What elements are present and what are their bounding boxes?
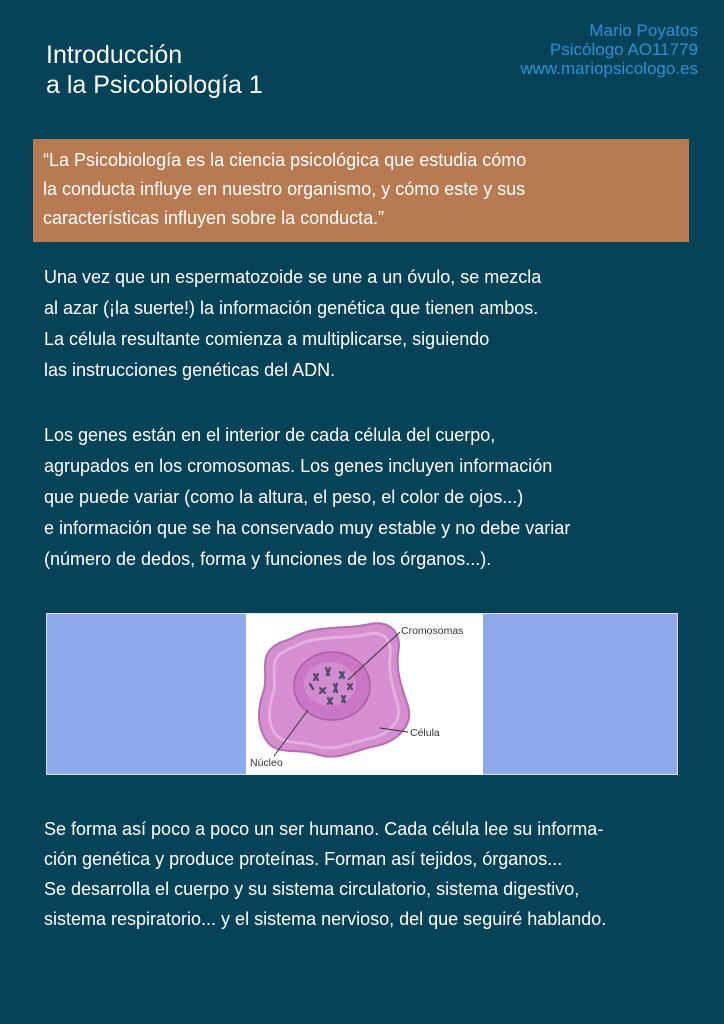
cell-diagram-svg — [246, 614, 483, 775]
quote-line: “La Psicobiología es la ciencia psicológica que estudia cómo — [43, 150, 527, 170]
title-line-2: a la Psicobiología 1 — [46, 71, 263, 99]
author-name: Mario Poyatos — [589, 21, 698, 40]
paragraph-line: (número de dedos, forma y funciones de los órganos...). — [44, 549, 492, 569]
paragraph-line: Se desarrolla el cuerpo y su sistema circulatorio, sistema digestivo, — [44, 879, 580, 899]
label-chromosomes: Cromosomas — [401, 625, 464, 637]
title-line-1: Introducción — [46, 41, 183, 69]
chromosome — [334, 684, 337, 692]
paragraph-line: La célula resultante comienza a multiplicarse, siguiendo — [44, 329, 490, 349]
label-cell: Célula — [410, 727, 440, 739]
paragraph-line: las instrucciones genéticas del ADN. — [44, 360, 336, 380]
paragraph-line: Una vez que un espermatozoide se une a un óvulo, se mezcla — [44, 267, 542, 287]
quote-line: características influyen sobre la conducta.” — [43, 208, 385, 228]
author-block — [520, 21, 698, 78]
paragraph-genes — [44, 420, 570, 575]
paragraph-line: que puede variar (como la altura, el peso, el color de ojos...) — [44, 487, 524, 507]
paragraph-development — [44, 814, 606, 934]
paragraph-line: al azar (¡la suerte!) la información genética que tienen ambos. — [44, 298, 539, 318]
paragraph-line: Se forma así poco a poco un ser humano. Cada célula lee su informa- — [44, 819, 604, 839]
quote-line: la conducta influye en nuestro organismo, y cómo este y sus — [43, 179, 526, 199]
label-nucleus: Núcleo — [250, 757, 283, 769]
paragraph-line: agrupados en los cromosomas. Los genes incluyen información — [44, 456, 553, 476]
chromosome — [348, 684, 352, 689]
paragraph-line: Los genes están en el interior de cada célula del cuerpo, — [44, 425, 496, 445]
paragraph-fertilization — [44, 262, 541, 386]
chromosome — [342, 696, 345, 702]
paragraph-line: e información que se ha conservado muy estable y no debe variar — [44, 518, 571, 538]
definition-quote-box — [33, 139, 689, 242]
cell-diagram — [246, 614, 483, 775]
author-website: www.mariopsicologo.es — [520, 59, 698, 78]
page-title — [46, 40, 263, 100]
paragraph-line: ción genética y produce proteínas. Forman así tejidos, órganos... — [44, 849, 563, 869]
author-role: Psicólogo AO11779 — [549, 40, 698, 59]
paragraph-line: sistema respiratorio... y el sistema nervioso, del que seguiré hablando. — [44, 909, 607, 929]
